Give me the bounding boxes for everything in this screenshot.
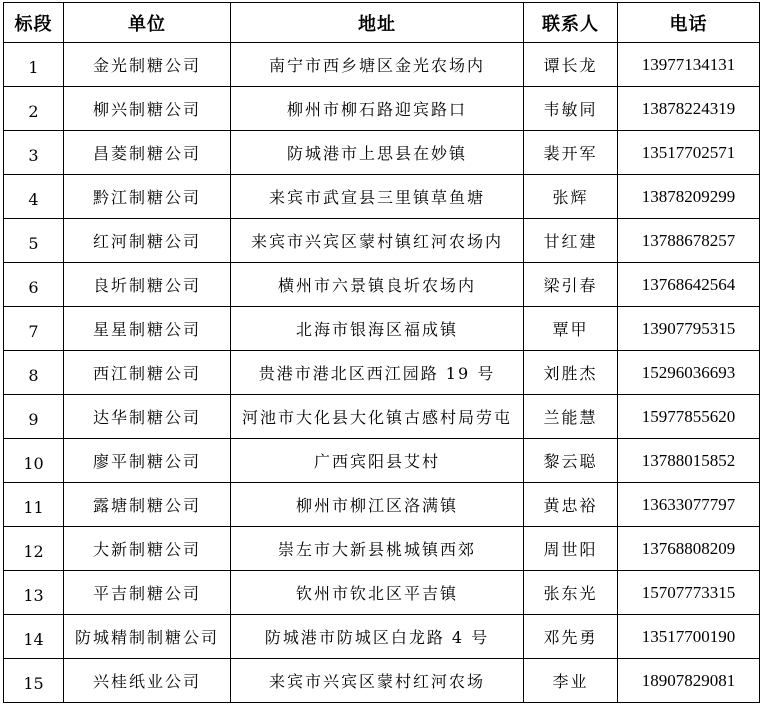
cell-address: 贵港市港北区西江园路 19 号 — [231, 351, 524, 395]
table-row — [4, 87, 760, 131]
cell-address: 防城港市防城区白龙路 4 号 — [231, 615, 524, 659]
cell-phone: 13878224319 — [618, 87, 760, 131]
cell-section-no: 10 — [4, 439, 64, 483]
contact-table — [3, 2, 760, 703]
table-row — [4, 351, 760, 395]
cell-unit: 金光制糖公司 — [64, 43, 231, 87]
cell-contact: 周世阳 — [524, 527, 618, 571]
cell-phone: 15296036693 — [618, 351, 760, 395]
table-row — [4, 219, 760, 263]
cell-section-no: 13 — [4, 571, 64, 615]
cell-section-no: 4 — [4, 175, 64, 219]
cell-address: 北海市银海区福成镇 — [231, 307, 524, 351]
header-unit: 单位 — [64, 3, 231, 43]
cell-unit: 达华制糖公司 — [64, 395, 231, 439]
cell-unit: 黔江制糖公司 — [64, 175, 231, 219]
cell-section-no: 3 — [4, 131, 64, 175]
table-row — [4, 395, 760, 439]
cell-unit: 兴桂纸业公司 — [64, 659, 231, 703]
cell-phone: 13878209299 — [618, 175, 760, 219]
cell-unit: 星星制糖公司 — [64, 307, 231, 351]
cell-phone: 13517702571 — [618, 131, 760, 175]
cell-section-no: 14 — [4, 615, 64, 659]
cell-section-no: 6 — [4, 263, 64, 307]
cell-phone: 13768642564 — [618, 263, 760, 307]
cell-phone: 15977855620 — [618, 395, 760, 439]
table-row — [4, 527, 760, 571]
cell-section-no: 15 — [4, 659, 64, 703]
cell-address: 广西宾阳县艾村 — [231, 439, 524, 483]
cell-address: 防城港市上思县在妙镇 — [231, 131, 524, 175]
table-row — [4, 615, 760, 659]
cell-phone: 15707773315 — [618, 571, 760, 615]
table-row — [4, 307, 760, 351]
cell-address: 来宾市兴宾区蒙村红河农场 — [231, 659, 524, 703]
table-row — [4, 439, 760, 483]
table-row — [4, 263, 760, 307]
cell-phone: 18907829081 — [618, 659, 760, 703]
cell-contact: 谭长龙 — [524, 43, 618, 87]
cell-section-no: 1 — [4, 43, 64, 87]
cell-phone: 13788015852 — [618, 439, 760, 483]
header-row — [4, 3, 760, 43]
cell-contact: 黄忠裕 — [524, 483, 618, 527]
cell-unit: 柳兴制糖公司 — [64, 87, 231, 131]
cell-section-no: 5 — [4, 219, 64, 263]
cell-contact: 裴开军 — [524, 131, 618, 175]
cell-unit: 防城精制制糖公司 — [64, 615, 231, 659]
cell-phone: 13633077797 — [618, 483, 760, 527]
header-address: 地址 — [231, 3, 524, 43]
cell-section-no: 12 — [4, 527, 64, 571]
cell-address: 崇左市大新县桃城镇西郊 — [231, 527, 524, 571]
cell-unit: 平吉制糖公司 — [64, 571, 231, 615]
cell-contact: 兰能慧 — [524, 395, 618, 439]
table-row — [4, 43, 760, 87]
cell-unit: 大新制糖公司 — [64, 527, 231, 571]
table-row — [4, 175, 760, 219]
header-section-no: 标段 — [4, 3, 64, 43]
cell-contact: 邓先勇 — [524, 615, 618, 659]
cell-address: 南宁市西乡塘区金光农场内 — [231, 43, 524, 87]
cell-phone: 13768808209 — [618, 527, 760, 571]
header-phone: 电话 — [618, 3, 760, 43]
table-row — [4, 659, 760, 703]
cell-unit: 红河制糖公司 — [64, 219, 231, 263]
cell-unit: 西江制糖公司 — [64, 351, 231, 395]
cell-contact: 张东光 — [524, 571, 618, 615]
cell-section-no: 11 — [4, 483, 64, 527]
cell-unit: 昌菱制糖公司 — [64, 131, 231, 175]
cell-address: 来宾市兴宾区蒙村镇红河农场内 — [231, 219, 524, 263]
cell-address: 来宾市武宣县三里镇草鱼塘 — [231, 175, 524, 219]
cell-phone: 13788678257 — [618, 219, 760, 263]
cell-address: 河池市大化县大化镇古感村局劳屯 — [231, 395, 524, 439]
header-contact: 联系人 — [524, 3, 618, 43]
cell-contact: 梁引春 — [524, 263, 618, 307]
cell-contact: 甘红建 — [524, 219, 618, 263]
table-row — [4, 131, 760, 175]
cell-unit: 露塘制糖公司 — [64, 483, 231, 527]
cell-contact: 张辉 — [524, 175, 618, 219]
cell-phone: 13977134131 — [618, 43, 760, 87]
cell-unit: 廖平制糖公司 — [64, 439, 231, 483]
cell-contact: 黎云聪 — [524, 439, 618, 483]
cell-contact: 覃甲 — [524, 307, 618, 351]
cell-address: 柳州市柳江区洛满镇 — [231, 483, 524, 527]
table-body — [4, 43, 760, 703]
cell-unit: 良圻制糖公司 — [64, 263, 231, 307]
table-header — [4, 3, 760, 43]
cell-contact: 刘胜杰 — [524, 351, 618, 395]
cell-address: 柳州市柳石路迎宾路口 — [231, 87, 524, 131]
cell-address: 横州市六景镇良圻农场内 — [231, 263, 524, 307]
cell-phone: 13517700190 — [618, 615, 760, 659]
cell-section-no: 8 — [4, 351, 64, 395]
table-row — [4, 571, 760, 615]
cell-section-no: 2 — [4, 87, 64, 131]
table-row — [4, 483, 760, 527]
cell-section-no: 9 — [4, 395, 64, 439]
cell-address: 钦州市钦北区平吉镇 — [231, 571, 524, 615]
cell-contact: 李业 — [524, 659, 618, 703]
cell-contact: 韦敏同 — [524, 87, 618, 131]
cell-section-no: 7 — [4, 307, 64, 351]
cell-phone: 13907795315 — [618, 307, 760, 351]
